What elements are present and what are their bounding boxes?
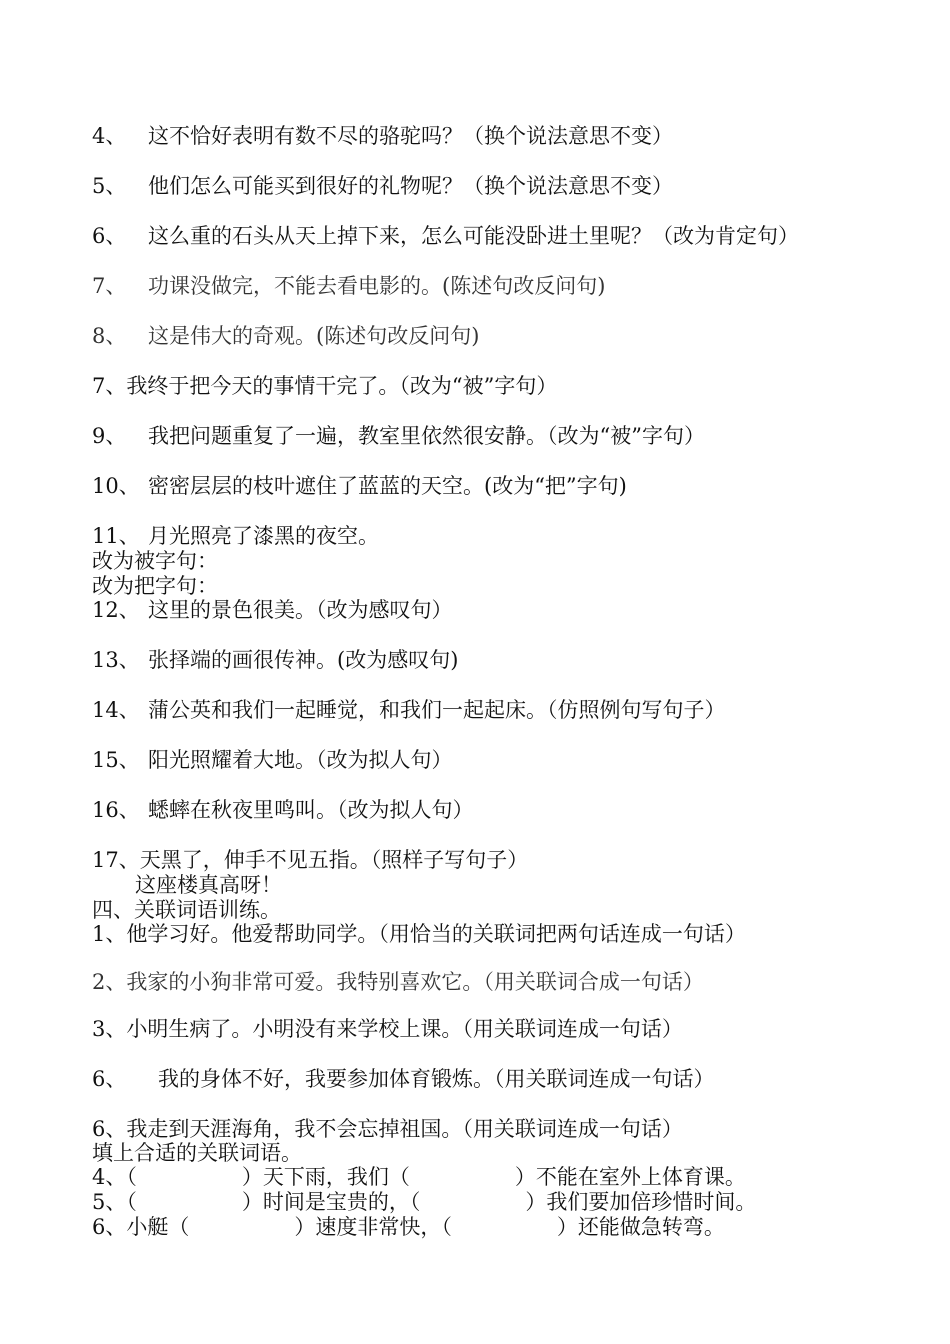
item-number: 6、 — [92, 224, 127, 248]
answer-prompt — [92, 549, 218, 573]
exercise-line — [92, 224, 799, 248]
exercise-line — [92, 424, 705, 448]
exercise-line — [92, 374, 557, 398]
exercise-line — [92, 174, 673, 198]
item-number: 8、 — [92, 324, 127, 348]
exercise-line — [92, 698, 726, 722]
exercise-line — [92, 970, 704, 994]
item-number: 7、 — [92, 274, 127, 298]
exercise-line — [92, 848, 528, 872]
item-text: 6、我走到天涯海角，我不会忘掉祖国。（用关联词连成一句话） — [92, 1117, 683, 1141]
item-text: 密密层层的枝叶遮住了蓝蓝的天空。(改为“把”字句) — [148, 474, 627, 498]
exercise-line — [92, 748, 453, 772]
exercise-line — [92, 1117, 683, 1141]
item-number: 15、 — [92, 748, 140, 772]
item-text: 月光照亮了漆黑的夜空。 — [148, 524, 379, 548]
section-heading — [92, 898, 281, 922]
prompt-text: 改为被字句： — [92, 549, 218, 573]
exercise-line — [92, 324, 479, 348]
item-text: 这么重的石头从天上掉下来，怎么可能没卧进土里呢？（改为肯定句） — [148, 224, 799, 248]
exercise-line — [92, 524, 379, 548]
item-text: 这不恰好表明有数不尽的骆驼吗？（换个说法意思不变） — [148, 124, 673, 148]
item-number: 4、 — [92, 124, 127, 148]
item-text: 5、（ ）时间是宝贵的，（ ）我们要加倍珍惜时间。 — [92, 1190, 757, 1214]
item-text: 他们怎么可能买到很好的礼物呢？（换个说法意思不变） — [148, 174, 673, 198]
item-number: 14、 — [92, 698, 140, 722]
answer-prompt — [92, 574, 218, 598]
prompt-text: 改为把字句： — [92, 574, 218, 598]
exercise-line — [92, 124, 673, 148]
exercise-line — [92, 1017, 683, 1041]
exercise-line — [92, 1067, 715, 1091]
item-text: 1、他学习好。他爱帮助同学。（用恰当的关联词把两句话连成一句话） — [92, 922, 746, 946]
item-text: 7、我终于把今天的事情干完了。（改为“被”字句） — [92, 374, 558, 398]
exercise-line — [92, 648, 458, 672]
fill-blank-line — [92, 1165, 746, 1189]
item-text: 3、小明生病了。小明没有来学校上课。（用关联词连成一句话） — [92, 1017, 683, 1041]
item-number: 11、 — [92, 524, 140, 548]
item-text: 17、天黑了，伸手不见五指。（照样子写句子） — [92, 848, 529, 872]
item-text: 这是伟大的奇观。(陈述句改反问句) — [148, 324, 480, 348]
item-number: 10、 — [92, 474, 140, 498]
item-text: 这里的景色很美。（改为感叹句） — [148, 598, 453, 622]
item-number: 12、 — [92, 598, 140, 622]
item-number: 5、 — [92, 174, 127, 198]
item-number: 9、 — [92, 424, 127, 448]
item-number: 13、 — [92, 648, 140, 672]
item-text: 我把问题重复了一遍，教室里依然很安静。（改为“被”字句） — [148, 424, 705, 448]
item-number: 16、 — [92, 798, 140, 822]
item-text: 张择端的画很传神。(改为感叹句) — [148, 648, 459, 672]
item-text: 蟋蟀在秋夜里鸣叫。（改为拟人句） — [148, 798, 474, 822]
section-heading — [92, 1141, 302, 1165]
item-text: 6、小艇（ ）速度非常快，（ ）还能做急转弯。 — [92, 1215, 725, 1239]
exercise-line — [92, 922, 746, 946]
example-sentence — [135, 873, 282, 897]
example-text: 这座楼真高呀！ — [135, 873, 282, 897]
heading-text: 填上合适的关联词语。 — [92, 1141, 302, 1165]
exercise-line — [92, 274, 605, 298]
item-text: 阳光照耀着大地。（改为拟人句） — [148, 748, 453, 772]
fill-blank-line — [92, 1215, 725, 1239]
exercise-line — [92, 474, 627, 498]
item-text: 2、我家的小狗非常可爱。我特别喜欢它。（用关联词合成一句话） — [92, 970, 704, 994]
item-text: 蒲公英和我们一起睡觉，和我们一起起床。（仿照例句写句子） — [148, 698, 726, 722]
item-number: 6、 — [92, 1067, 127, 1091]
item-text: 4、（ ）天下雨，我们（ ）不能在室外上体育课。 — [92, 1165, 746, 1189]
heading-text: 四、关联词语训练。 — [92, 898, 281, 922]
exercise-line — [92, 598, 453, 622]
fill-blank-line — [92, 1190, 756, 1214]
exercise-line — [92, 798, 474, 822]
item-text: 我的身体不好，我要参加体育锻炼。（用关联词连成一句话） — [158, 1067, 715, 1091]
item-text: 功课没做完，不能去看电影的。(陈述句改反问句) — [148, 274, 606, 298]
